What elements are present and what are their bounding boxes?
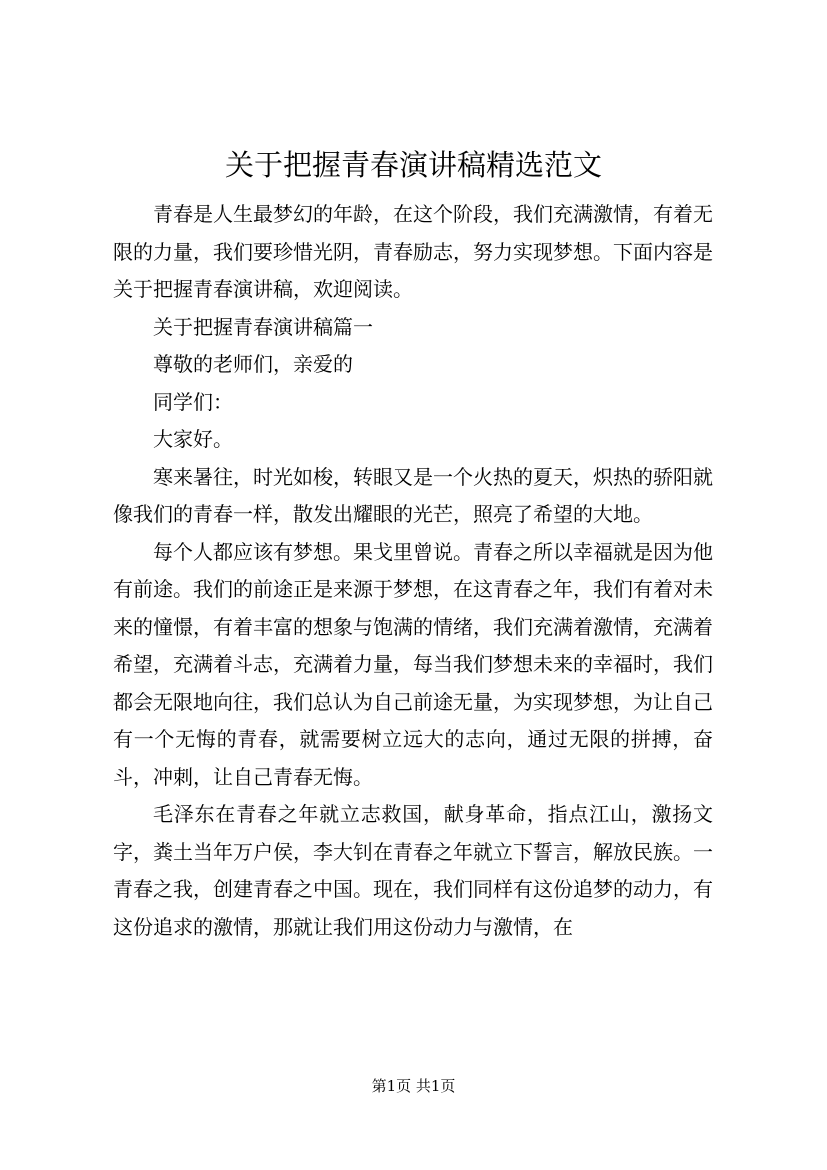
paragraph-salutation: 尊敬的老师们，亲爱的	[153, 352, 353, 376]
document-body	[113, 196, 713, 946]
paragraph-section-heading: 关于把握青春演讲稿篇一	[153, 314, 373, 339]
paragraph-body-1: 寒来暑往，时光如梭，转眼又是一个火热的夏天，炽热的骄阳就像我们的青春一样，散发出耀眼的光芒，照亮了希望的大地。	[113, 464, 713, 526]
page-footer: 第1页 共1页	[371, 1077, 456, 1095]
paragraph-greeting: 大家好。	[153, 427, 233, 451]
paragraph-salutation-continued: 同学们：	[153, 389, 233, 414]
document-title: 关于把握青春演讲稿精选范文	[224, 148, 602, 182]
paragraph-body-3: 毛泽东在青春之年就立志救国，献身革命，指点江山，激扬文字，粪土当年万户侯，李大钊在青春之年就立下誓言，解放民族。一青春之我，创建青春之中国。现在，我们同样有这份追梦的动力，有这份追求的激情，那就让我们用这份动力与激情，在	[113, 802, 713, 939]
paragraph-body-2: 每个人都应该有梦想。果戈里曾说。青春之所以幸福就是因为他有前途。我们的前途正是来源于梦想，在这青春之年，我们有着对未来的憧憬，有着丰富的想象与饱满的情绪，我们充满着激情，充满着希望，充满着斗志，充满着力量，每当我们梦想未来的幸福时，我们都会无限地向往，我们总认为自己前途无量，为实现梦想，为让自己有一个无悔的青春，就需要树立远大的志向，通过无限的拼搏，奋斗，冲刺，让自己青春无悔。	[113, 539, 713, 789]
paragraph-intro: 青春是人生最梦幻的年龄，在这个阶段，我们充满激情，有着无限的力量，我们要珍惜光阴，青春励志，努力实现梦想。下面内容是关于把握青春演讲稿，欢迎阅读。	[113, 202, 713, 301]
